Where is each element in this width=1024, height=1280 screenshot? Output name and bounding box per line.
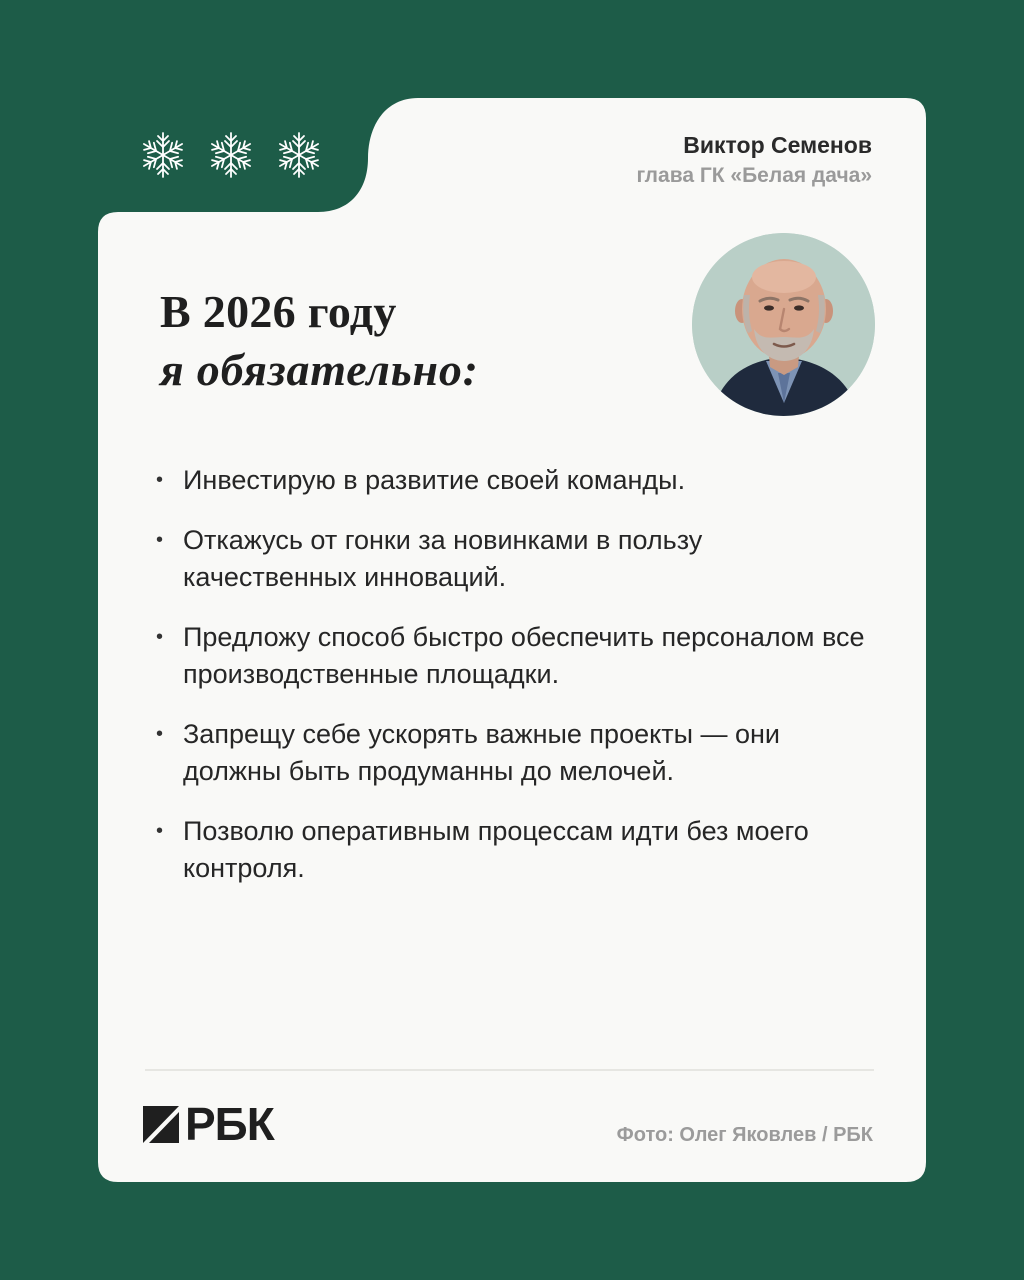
snowflake-icon — [206, 130, 256, 180]
snowflake-decoration — [138, 130, 324, 180]
headline-subtitle: я обязательно: — [160, 344, 479, 395]
snowflake-icon — [138, 130, 188, 180]
list-item — [156, 522, 876, 596]
rbc-logo-text: РБК — [185, 1098, 274, 1150]
list-item — [156, 716, 876, 790]
author-role: глава ГК «Белая дача» — [636, 164, 872, 187]
list-item — [156, 462, 876, 499]
bullet-dot: • — [156, 469, 164, 491]
list-item-text: Инвестирую в развитие своей команды. — [183, 465, 686, 495]
bullet-dot: • — [156, 820, 164, 842]
list-item — [156, 619, 876, 693]
author-name: Виктор Семенов — [683, 132, 872, 158]
list-item — [156, 813, 876, 887]
bullet-dot: • — [156, 626, 164, 648]
list-item-text: Позволю оперативным процессам идти без моего контроля. — [183, 816, 809, 883]
headline — [160, 284, 479, 400]
snowflake-icon — [274, 130, 324, 180]
photo-credit: Фото: Олег Яковлев / РБК — [616, 1124, 873, 1146]
rbc-logo-icon — [143, 1106, 179, 1143]
list-item-text: Запрещу себе ускорять важные проекты — они должны быть продуманны до мелочей. — [183, 719, 781, 786]
rbc-logo — [143, 1098, 274, 1150]
footer-divider — [145, 1069, 874, 1071]
bullet-dot: • — [156, 723, 164, 745]
list-item-text: Предложу способ быстро обеспечить персоналом все производственные площадки. — [183, 622, 865, 689]
list-item-text: Откажусь от гонки за новинками в пользу качественных инноваций. — [183, 525, 703, 592]
headline-title: В 2026 году — [160, 286, 397, 337]
bullet-dot: • — [156, 529, 164, 551]
author-portrait — [692, 233, 875, 416]
author-block — [636, 130, 872, 191]
resolutions-list — [156, 462, 876, 910]
